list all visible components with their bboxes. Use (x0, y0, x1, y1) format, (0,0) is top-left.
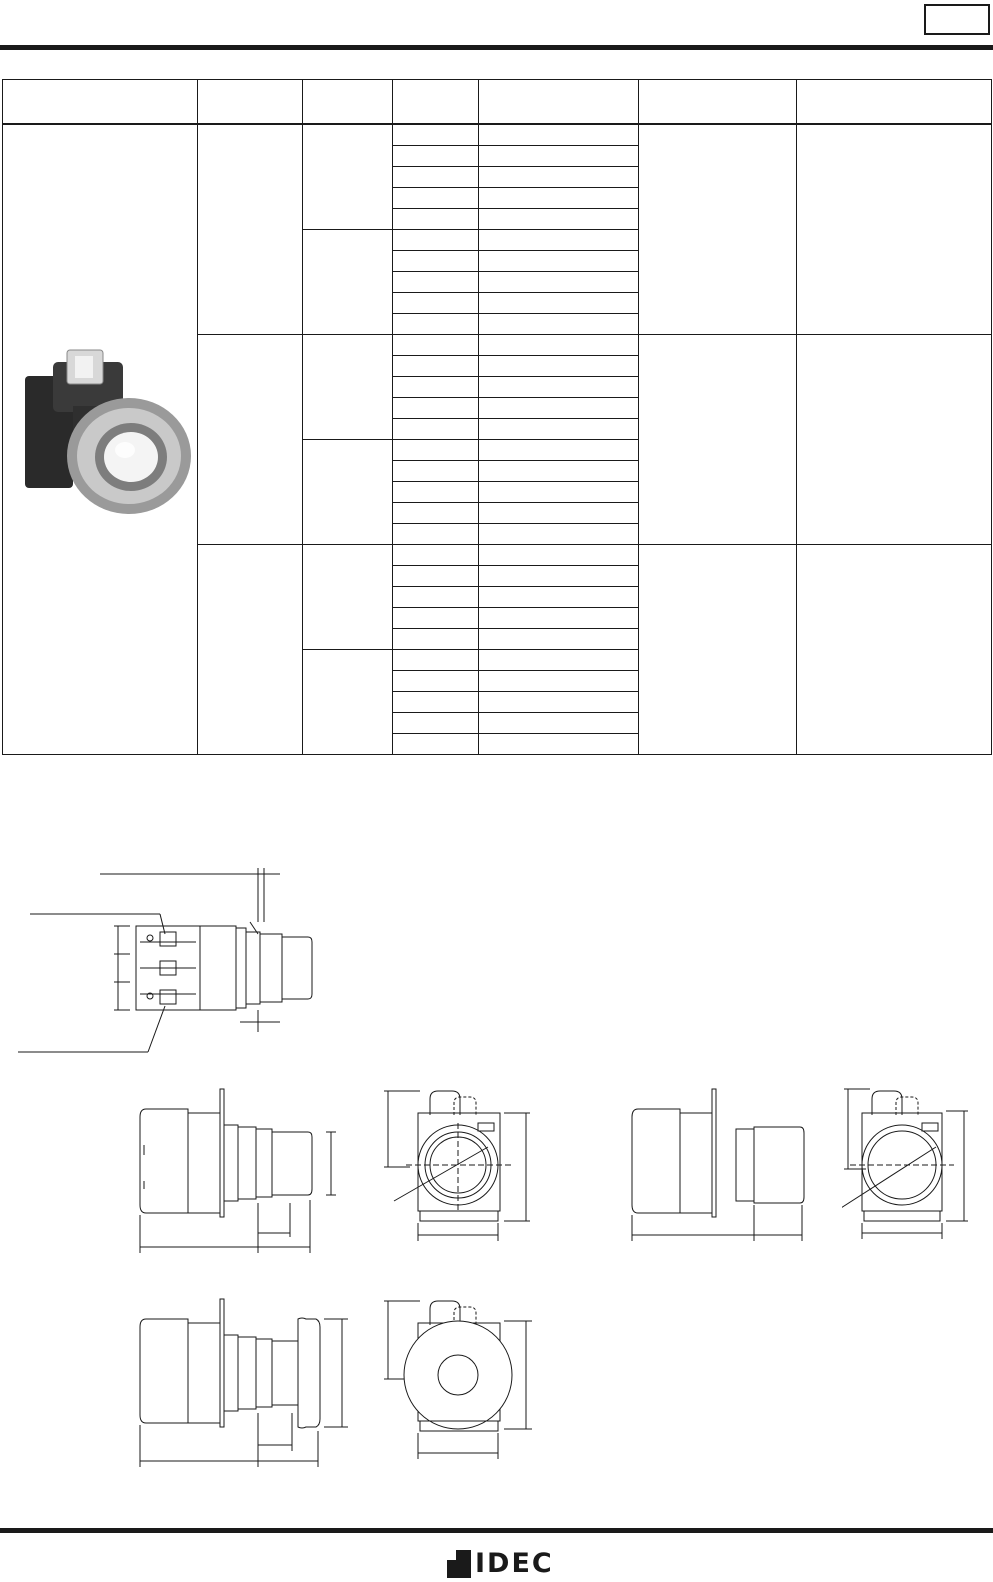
mushroom-side-view (130, 1295, 355, 1475)
table-cell (393, 209, 479, 230)
table-cell (479, 209, 639, 230)
table-cell (479, 167, 639, 188)
table-cell (393, 482, 479, 503)
spec-table (2, 79, 992, 755)
table-cell (393, 587, 479, 608)
pushbutton-photo (17, 336, 195, 521)
table-cell (393, 503, 479, 524)
mushroom-front-view (380, 1295, 540, 1475)
table-cell (393, 314, 479, 335)
table-cell (479, 146, 639, 167)
table-cell (393, 188, 479, 209)
group-cell (639, 545, 797, 755)
table-cell (479, 335, 639, 356)
table-cell (479, 440, 639, 461)
table-cell (393, 629, 479, 650)
table-cell (393, 167, 479, 188)
table-cell (479, 314, 639, 335)
product-photo-cell (3, 124, 198, 755)
subgroup-cell (303, 230, 393, 335)
table-cell (479, 629, 639, 650)
table-cell (393, 419, 479, 440)
table-cell (393, 608, 479, 629)
table-cell (479, 398, 639, 419)
subgroup-cell (303, 650, 393, 755)
table-cell (393, 671, 479, 692)
table-cell (479, 734, 639, 755)
header-cell (797, 80, 992, 125)
table-cell (479, 251, 639, 272)
group-cell (639, 335, 797, 545)
subgroup-cell (303, 545, 393, 650)
table-cell (393, 566, 479, 587)
extended-side-view (622, 1085, 822, 1260)
footer-rule (0, 1528, 993, 1533)
table-cell (393, 272, 479, 293)
table-cell (393, 124, 479, 146)
idec-logo-text: IDEC (475, 1548, 554, 1579)
table-cell (393, 545, 479, 566)
header-cell (393, 80, 479, 125)
header-cell (303, 80, 393, 125)
table-cell (393, 377, 479, 398)
table-cell (393, 461, 479, 482)
table-cell (479, 377, 639, 398)
table-cell (393, 398, 479, 419)
subgroup-cell (303, 440, 393, 545)
table-cell (393, 251, 479, 272)
table-cell (479, 230, 639, 251)
table-cell (393, 524, 479, 545)
group-cell (797, 545, 992, 755)
mounting-side-drawing (0, 862, 340, 1062)
table-cell (479, 419, 639, 440)
table-cell (479, 124, 639, 146)
page-index-tab (924, 4, 990, 35)
idec-logo-mark (447, 1550, 471, 1578)
idec-logo (447, 1548, 554, 1580)
group-cell (198, 124, 303, 335)
table-cell (479, 566, 639, 587)
header-cell (479, 80, 639, 125)
header-rule (0, 45, 993, 50)
table-cell (479, 713, 639, 734)
table-cell (479, 293, 639, 314)
group-cell (797, 335, 992, 545)
table-cell (479, 545, 639, 566)
table-row (3, 124, 992, 146)
table-cell (393, 293, 479, 314)
table-cell (479, 608, 639, 629)
table-cell (393, 230, 479, 251)
group-cell (797, 124, 992, 335)
table-cell (393, 713, 479, 734)
flush-side-view (130, 1085, 350, 1260)
table-cell (479, 650, 639, 671)
table-cell (393, 650, 479, 671)
table-cell (479, 188, 639, 209)
table-cell (479, 587, 639, 608)
table-cell (479, 692, 639, 713)
header-cell (639, 80, 797, 125)
table-cell (393, 440, 479, 461)
table-cell (393, 734, 479, 755)
table-cell (479, 356, 639, 377)
table-cell (479, 272, 639, 293)
table-cell (393, 335, 479, 356)
group-cell (198, 545, 303, 755)
header-cell (3, 80, 198, 125)
table-cell (479, 524, 639, 545)
table-header-row (3, 80, 992, 125)
table-cell (479, 503, 639, 524)
group-cell (639, 124, 797, 335)
table-cell (479, 482, 639, 503)
table-cell (479, 461, 639, 482)
header-cell (198, 80, 303, 125)
subgroup-cell (303, 335, 393, 440)
table-cell (393, 356, 479, 377)
flush-front-view (380, 1085, 540, 1260)
table-cell (393, 692, 479, 713)
subgroup-cell (303, 124, 393, 230)
group-cell (198, 335, 303, 545)
table-cell (479, 671, 639, 692)
table-cell (393, 146, 479, 167)
extended-front-view (842, 1085, 982, 1250)
